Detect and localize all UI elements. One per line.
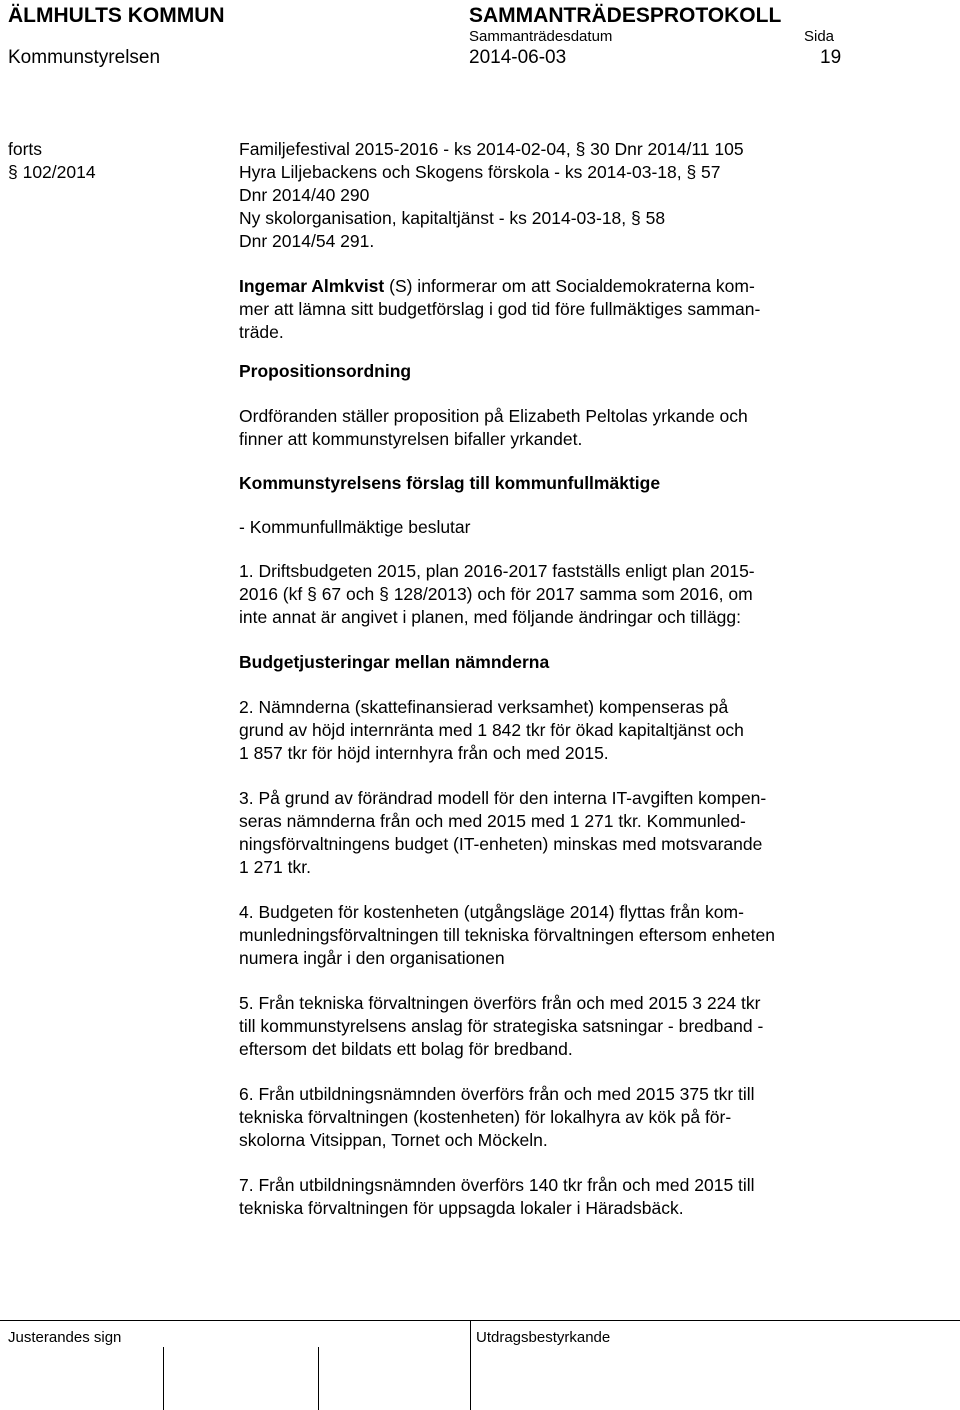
item-line: 1 857 tkr för höjd internhyra från och med 2015.: [239, 743, 609, 763]
protocol-title: SAMMANTRÄDESPROTOKOLL: [469, 4, 782, 27]
case-title-line: Dnr 2014/54 291.: [239, 231, 375, 251]
statement-paragraph: [239, 275, 775, 344]
sign-box-divider: [163, 1347, 164, 1410]
case-title: [239, 138, 775, 253]
extract-label: Utdragsbestyrkande: [476, 1329, 611, 1346]
sign-label: Justerandes sign: [8, 1329, 122, 1346]
speaker-name: Ingemar Almkvist: [239, 276, 385, 296]
municipality-name: ÄLMHULTS KOMMUN: [8, 4, 225, 27]
proposition-heading: Propositionsordning: [239, 361, 412, 381]
footer-divider: [470, 1320, 471, 1410]
date-label: Sammanträdesdatum: [469, 28, 613, 45]
meeting-date: 2014-06-03: [469, 47, 567, 68]
main-column: [239, 138, 775, 1220]
case-label-forts: forts: [8, 139, 43, 159]
item-line: numera ingår i den organisationen: [239, 948, 505, 968]
item-1: [239, 560, 775, 629]
statement-line: (S) informerar om att Socialdemokraterna kom-: [384, 276, 755, 296]
proposal-heading: Kommunstyrelsens förslag till kommunfullmäktige: [239, 473, 661, 493]
item-3: [239, 787, 775, 879]
item-line: tekniska förvaltningen (kostenheten) för lokalhyra av kök på för-: [239, 1107, 732, 1127]
item-2: [239, 696, 775, 765]
case-title-line: Hyra Liljebackens och Skogens förskola - ks 2014-03-18, § 57: [239, 162, 721, 182]
case-label-paragraph: § 102/2014: [8, 162, 96, 182]
page-number: 19: [820, 47, 842, 68]
footer-top-rule: [0, 1320, 960, 1321]
statement-line: mer att lämna sitt budgetförslag i god tid före fullmäktiges samman-: [239, 299, 761, 319]
item-line: 1. Driftsbudgeten 2015, plan 2016-2017 fastställs enligt plan 2015-: [239, 561, 755, 581]
item-line: 6. Från utbildningsnämnden överförs från och med 2015 375 tkr till: [239, 1084, 755, 1104]
item-line: seras nämnderna från och med 2015 med 1 271 tkr. Kommunled-: [239, 811, 746, 831]
item-line: 4. Budgeten för kostenheten (utgångsläge 2014) flyttas från kom-: [239, 902, 744, 922]
sign-box-divider: [318, 1347, 319, 1410]
proposal-decision: - Kommunfullmäktige beslutar: [239, 517, 471, 537]
item-5: [239, 992, 775, 1061]
item-line: inte annat är angivet i planen, med följande ändringar och tillägg:: [239, 607, 742, 627]
item-4: [239, 901, 775, 970]
body-name: Kommunstyrelsen: [8, 47, 161, 68]
case-title-line: Dnr 2014/40 290: [239, 185, 370, 205]
proposition-line: finner att kommunstyrelsen bifaller yrkandet.: [239, 429, 583, 449]
item-line: 5. Från tekniska förvaltningen överförs från och med 2015 3 224 tkr: [239, 993, 761, 1013]
item-line: ningsförvaltningens budget (IT-enheten) minskas med motsvarande: [239, 834, 763, 854]
item-line: 1 271 tkr.: [239, 857, 311, 877]
item-line: munledningsförvaltningen till tekniska förvaltningen eftersom enheten: [239, 925, 776, 945]
item-line: 3. På grund av förändrad modell för den interna IT-avgiften kompen-: [239, 788, 767, 808]
item-7: [239, 1174, 775, 1220]
case-title-line: Familjefestival 2015-2016 - ks 2014-02-04, § 30 Dnr 2014/11 105: [239, 139, 744, 159]
proposition-line: Ordföranden ställer proposition på Elizabeth Peltolas yrkande och: [239, 406, 748, 426]
item-line: skolorna Vitsippan, Tornet och Möckeln.: [239, 1130, 548, 1150]
page-label: Sida: [804, 28, 835, 45]
item-line: tekniska förvaltningen för uppsagda lokaler i Häradsbäck.: [239, 1198, 684, 1218]
case-title-line: Ny skolorganisation, kapitaltjänst - ks 2014-03-18, § 58: [239, 208, 666, 228]
item-6: [239, 1083, 775, 1152]
proposition-paragraph: [239, 405, 775, 451]
item-line: 2. Nämnderna (skattefinansierad verksamhet) kompenseras på: [239, 697, 729, 717]
item-line: 7. Från utbildningsnämnden överförs 140 tkr från och med 2015 till: [239, 1175, 755, 1195]
statement-line: träde.: [239, 322, 284, 342]
item-line: grund av höjd internränta med 1 842 tkr för ökad kapitaltjänst och: [239, 720, 744, 740]
item-line: eftersom det bildats ett bolag för bredband.: [239, 1039, 573, 1059]
item-line: 2016 (kf § 67 och § 128/2013) och för 2017 samma som 2016, om: [239, 584, 753, 604]
budget-heading: Budgetjusteringar mellan nämnderna: [239, 652, 550, 672]
item-line: till kommunstyrelsens anslag för strategiska satsningar - bredband -: [239, 1016, 764, 1036]
